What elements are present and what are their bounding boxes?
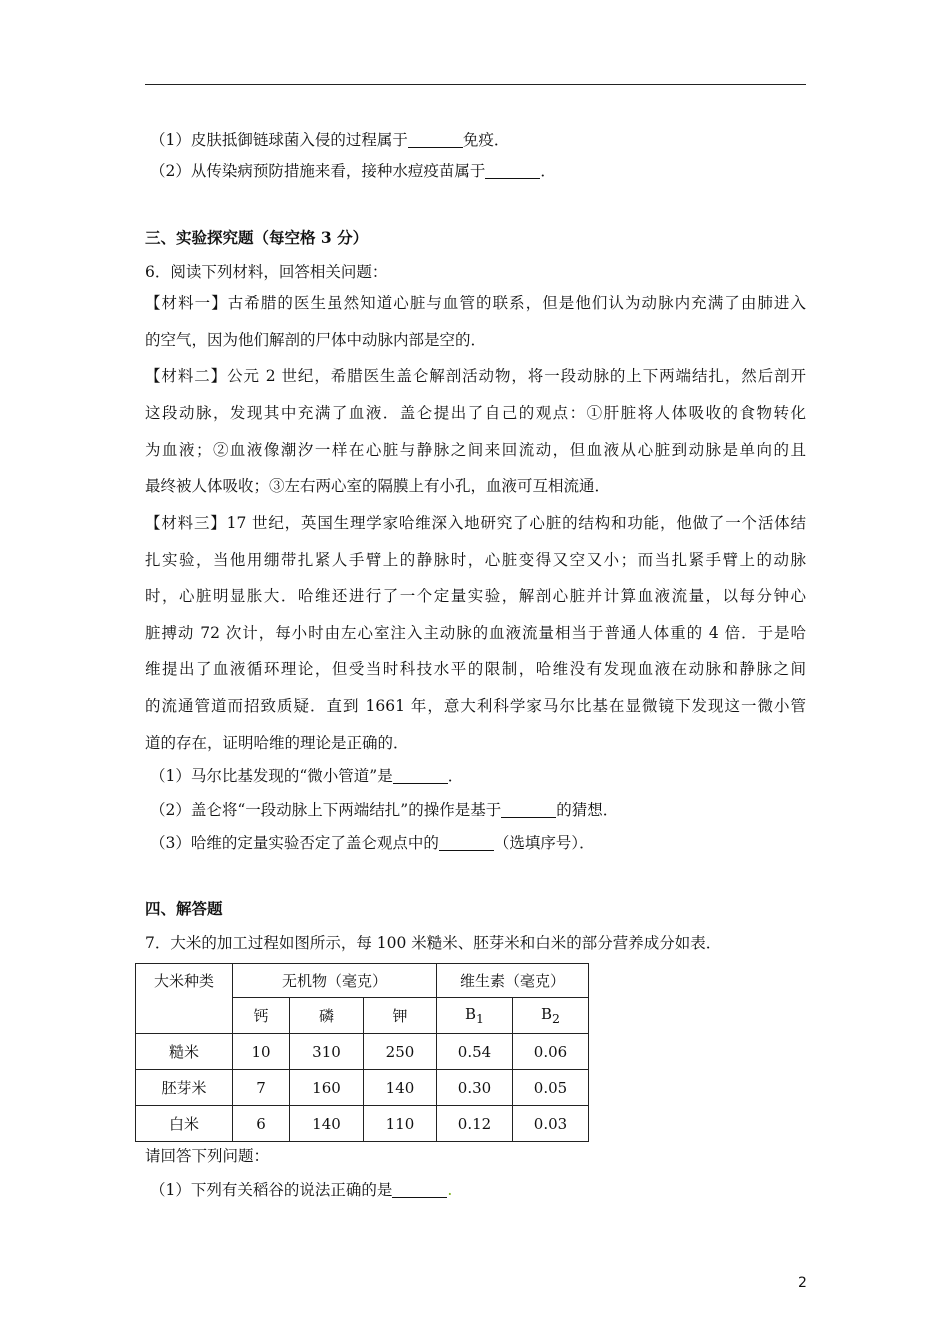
cell-phosphorus: 310 [290, 1034, 364, 1070]
q6-sub3 [150, 833, 811, 853]
header-vitamins: 维生素（毫克） [437, 964, 589, 998]
nutrition-table [135, 963, 589, 1142]
vitamin-b1-letter: B [465, 1005, 477, 1023]
q7-after-table: 请回答下列问题： [145, 1147, 270, 1165]
answer-blank [439, 835, 494, 852]
q6-material3-line4: 脏搏动 72 次计，每小时由左心室注入主动脉的血液流量相当于普通人体重的 4 倍．于是哈 [145, 624, 806, 642]
header-vitamin-b2 [513, 998, 589, 1034]
answer-blank [392, 1182, 447, 1199]
cell-vitamin-b1: 0.54 [437, 1034, 513, 1070]
q6-material3-line7: 道的存在，证明哈维的理论是正确的． [145, 734, 409, 752]
q7-sub1-text: （1）下列有关稻谷的说法正确的是 [150, 1181, 393, 1199]
section4-title: 四、解答题 [145, 899, 223, 918]
table-row [136, 1106, 589, 1142]
q5-sub2 [150, 161, 811, 181]
q6-sub2-text: （2）盖仑将“一段动脉上下两端结扎”的操作是基于 [150, 801, 502, 819]
table-row [136, 1034, 589, 1070]
q5-sub1-text: （1）皮肤抵御链球菌入侵的过程属于 [150, 131, 408, 149]
cell-vitamin-b2: 0.06 [513, 1034, 589, 1070]
header-minerals: 无机物（毫克） [233, 964, 437, 998]
q6-material3-line2: 扎实验，当他用绷带扎紧人手臂上的静脉时，心脏变得又空又小；而当扎紧手臂上的动脉 [145, 551, 806, 569]
vitamin-b2-letter: B [541, 1005, 553, 1023]
q6-material1-line1: 【材料一】古希腊的医生虽然知道心脏与血管的联系，但是他们认为动脉内充满了由肺进入 [145, 294, 806, 312]
q6-material3-line1: 【材料三】17 世纪，英国生理学家哈维深入地研究了心脏的结构和功能，他做了一个活体结 [145, 514, 806, 532]
q6-material1-line2: 的空气，因为他们解剖的尸体中动脉内部是空的． [145, 331, 487, 349]
q7-intro: 7．大米的加工过程如图所示，每 100 米糙米、胚芽米和白米的部分营养成分如表． [145, 934, 722, 952]
header-vitamin-b1 [437, 998, 513, 1034]
cell-calcium: 10 [233, 1034, 290, 1070]
cell-potassium: 140 [364, 1070, 437, 1106]
cell-vitamin-b1: 0.12 [437, 1106, 513, 1142]
header-potassium: 钾 [364, 998, 437, 1034]
q5-sub1-tail: 免疫． [462, 131, 510, 149]
q5-sub2-text: （2）从传染病预防措施来看，接种水痘疫苗属于 [150, 162, 486, 180]
vitamin-b1-subscript: 1 [476, 1011, 484, 1026]
q6-material3-line6: 的流通管道而招致质疑．直到 1661 年，意大利科学家马尔比基在显微镜下发现这一微小管 [145, 697, 806, 715]
q6-sub1 [150, 766, 811, 786]
q6-sub1-text: （1）马尔比基发现的“微小管道”是 [150, 767, 393, 785]
q6-sub1-tail: ． [447, 767, 464, 785]
row-name: 糙米 [136, 1034, 233, 1070]
q7-sub1 [150, 1180, 811, 1200]
q6-material2-line1: 【材料二】公元 2 世纪，希腊医生盖仑解剖活动物，将一段动脉的上下两端结扎，然后剖开 [145, 367, 806, 385]
header-calcium: 钙 [233, 998, 290, 1034]
q6-sub3-tail: （选填序号）． [493, 834, 595, 852]
q6-material3-line3: 时，心脏明显胀大．哈维还进行了一个定量实验，解剖心脏并计算血液流量，以每分钟心 [145, 587, 806, 605]
q7-sub1-tail: . [447, 1181, 453, 1199]
q6-material2-line3: 为血液；②血液像潮汐一样在心脏与静脉之间来回流动，但血液从心脏到动脉是单向的且 [145, 441, 806, 459]
header-phosphorus: 磷 [290, 998, 364, 1034]
cell-calcium: 6 [233, 1106, 290, 1142]
cell-potassium: 250 [364, 1034, 437, 1070]
q6-sub2-tail: 的猜想． [556, 801, 619, 819]
header-rice-type: 大米种类 [136, 964, 233, 1034]
header-rule [145, 84, 806, 85]
table-row [136, 1070, 589, 1106]
cell-phosphorus: 140 [290, 1106, 364, 1142]
cell-phosphorus: 160 [290, 1070, 364, 1106]
vitamin-b2-subscript: 2 [552, 1011, 560, 1026]
q6-intro: 6．阅读下列材料，回答相关问题： [145, 263, 388, 281]
answer-blank [408, 132, 463, 149]
q6-material2-line2: 这段动脉，发现其中充满了血液．盖仑提出了自己的观点：①肝脏将人体吸收的食物转化 [145, 404, 806, 422]
cell-calcium: 7 [233, 1070, 290, 1106]
row-name: 胚芽米 [136, 1070, 233, 1106]
q6-sub3-text: （3）哈维的定量实验否定了盖仑观点中的 [150, 834, 439, 852]
answer-blank [501, 802, 556, 819]
cell-vitamin-b2: 0.03 [513, 1106, 589, 1142]
row-name: 白米 [136, 1106, 233, 1142]
q5-sub2-tail: ． [540, 162, 556, 180]
page-number: 2 [798, 1275, 807, 1291]
q6-material3-line5: 维提出了血液循环理论，但受当时科技水平的限制，哈维没有发现血液在动脉和静脉之间 [145, 660, 806, 678]
q6-material2-line4: 最终被人体吸收；③左右两心室的隔膜上有小孔，血液可互相流通． [145, 477, 611, 495]
cell-potassium: 110 [364, 1106, 437, 1142]
q5-sub1 [150, 130, 811, 150]
q6-sub2 [150, 800, 811, 820]
cell-vitamin-b1: 0.30 [437, 1070, 513, 1106]
answer-blank [393, 768, 448, 785]
answer-blank [485, 163, 540, 180]
section3-title: 三、实验探究题（每空格 3 分） [145, 228, 369, 247]
cell-vitamin-b2: 0.05 [513, 1070, 589, 1106]
